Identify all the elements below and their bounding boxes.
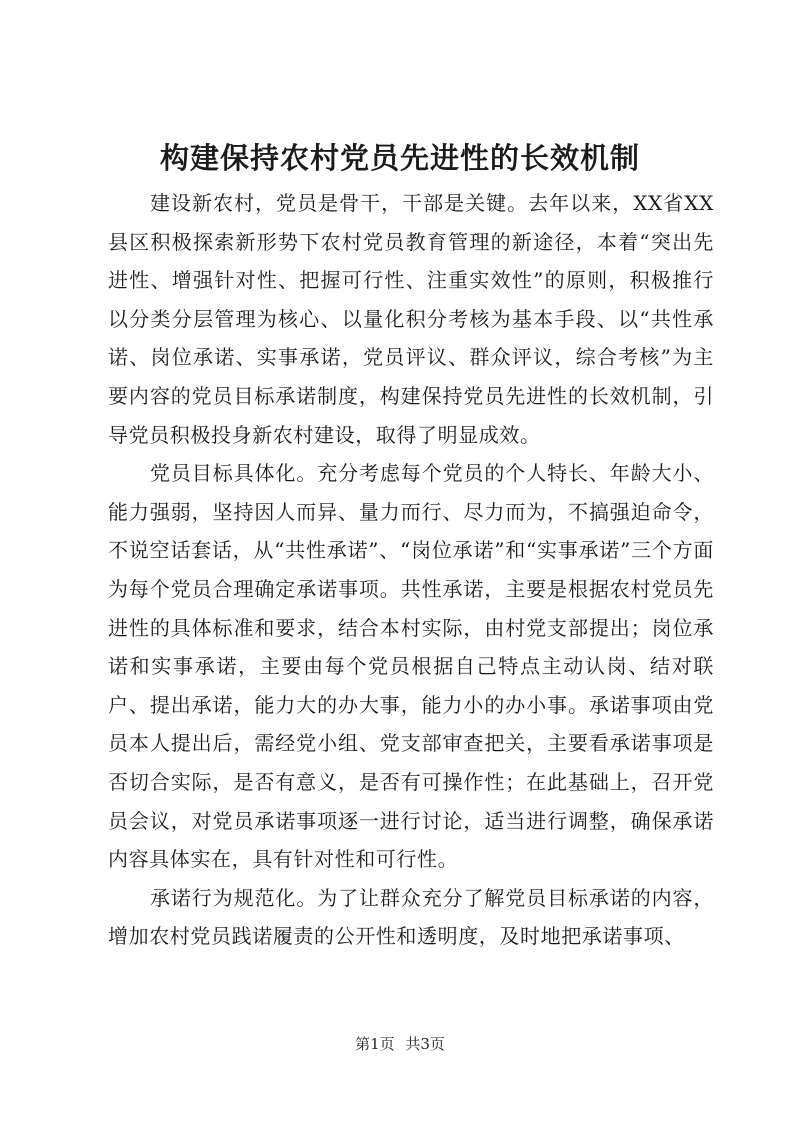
paragraph-2: 党员目标具体化。充分考虑每个党员的个人特长、年龄大小、能力强弱，坚持因人而异、量力而行、尽力而为，不搞强迫命令，不说空话套话，从“共性承诺”、“岗位承诺”和“实事承诺”三个方面为每个党员合理确定承诺事项。共性承诺，主要是根据农村党员先进性的具体标准和要求，结合本村实际，由村党支部提出；岗位承诺和实事承诺，主要由每个党员根据自己特点主动认岗、结对联户、提出承诺，能力大的办大事，能力小的办小事。承诺事项由党员本人提出后，需经党小组、党支部审查把关，主要看承诺事项是否切合实际，是否有意义，是否有可操作性；在此基础上，召开党员会议，对党员承诺事项逐一进行讨论，适当进行调整，确保承诺内容具体实在，具有针对性和可行性。 [108,461,714,872]
page-total: 共3页 [405,1035,445,1053]
document-body [108,184,714,956]
page-footer [0,1034,800,1054]
page-number: 第1页 [355,1035,395,1053]
paragraph-3: 承诺行为规范化。为了让群众充分了解党员目标承诺的内容，增加农村党员践诺履责的公开性和透明度，及时地把承诺事项、 [108,885,714,949]
paragraph-1: 建设新农村，党员是骨干，干部是关键。去年以来，XX省XX县区积极探索新形势下农村党员教育管理的新途径，本着“突出先进性、增强针对性、把握可行性、注重实效性”的原则，积极推行以分类分层管理为核心、以量化积分考核为基本手段、以“共性承诺、岗位承诺、实事承诺，党员评议、群众评议，综合考核”为主要内容的党员目标承诺制度，构建保持党员先进性的长效机制，引导党员积极投身新农村建设，取得了明显成效。 [108,191,714,447]
document-title: 构建保持农村党员先进性的长效机制 [159,141,640,175]
